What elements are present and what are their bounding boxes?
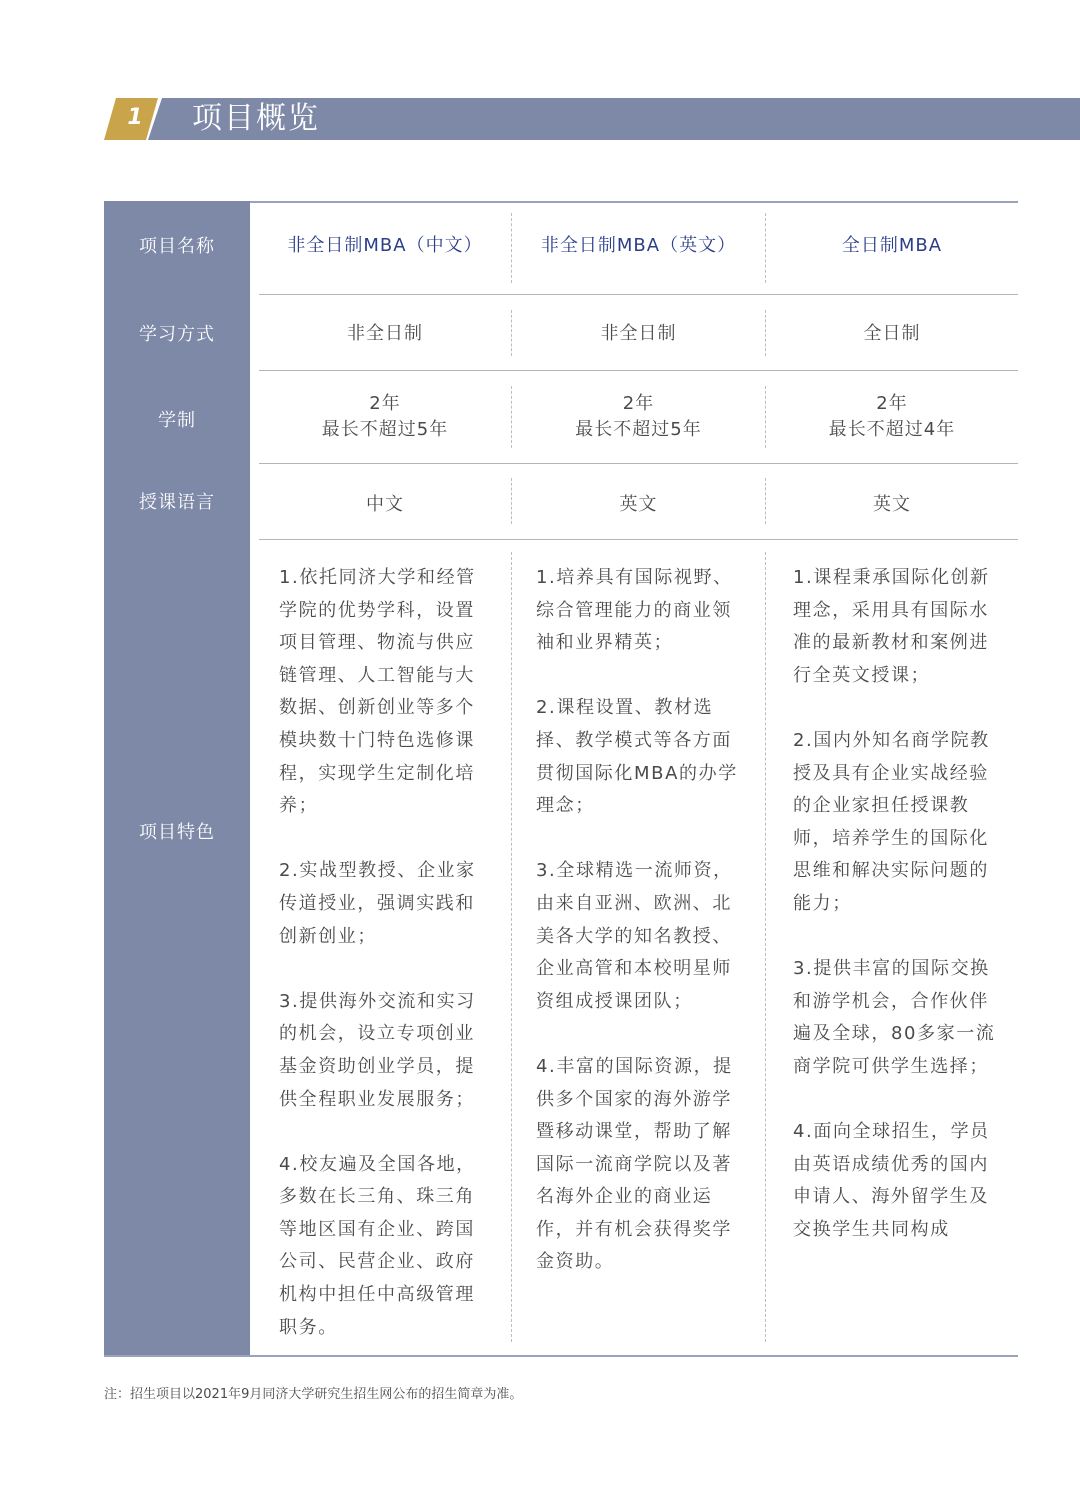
section-title: 项目概览 [192, 101, 320, 136]
feature-item: 2.实战型教授、企业家传道授业，强调实践和创新创业； [279, 860, 476, 947]
study-mode-cell: 全日制 [863, 323, 921, 344]
column-separator [765, 552, 766, 1342]
program-name-cell: 全日制MBA [841, 235, 943, 256]
program-name-cell: 非全日制MBA（英文） [540, 235, 737, 256]
section-number: 1 [127, 105, 143, 130]
duration-years: 2年 [622, 393, 655, 414]
table-bottom-rule [104, 1355, 1018, 1357]
row-label-column [104, 201, 250, 1356]
feature-item: 2.国内外知名商学院教授及具有企业实战经验的企业家担任授课教师，培养学生的国际化思维和解决实际问题的能力； [793, 729, 990, 914]
program-name-cell: 非全日制MBA（中文） [287, 235, 483, 256]
duration-cell [766, 391, 1018, 443]
feature-item: 1.培养具有国际视野、综合管理能力的商业领袖和业界精英； [536, 567, 733, 654]
language-cell: 英文 [619, 494, 658, 515]
section-header-graphic [0, 0, 1080, 160]
table-top-rule [250, 201, 1018, 203]
row-label-name: 项目名称 [139, 236, 215, 257]
row-label-language: 授课语言 [139, 492, 215, 513]
features-cell [793, 562, 1005, 1279]
study-mode-cell: 非全日制 [347, 323, 423, 344]
section-header [0, 0, 1080, 160]
duration-years: 2年 [369, 393, 401, 414]
feature-item: 3.提供丰富的国际交换和游学机会，合作伙伴遍及全球，80多家一流商学院可供学生选择； [793, 958, 996, 1077]
row-divider [259, 294, 1018, 295]
duration-max: 最长不超过4年 [828, 419, 956, 440]
language-cell: 英文 [873, 494, 911, 515]
language-cell: 中文 [366, 494, 404, 515]
feature-item: 1.依托同济大学和经管学院的优势学科，设置项目管理、物流与供应链管理、人工智能与大数据、创新创业等多个模块数十门特色选修课程，实现学生定制化培养； [279, 567, 476, 817]
feature-item: 4.面向全球招生，学员由英语成绩优秀的国内申请人、海外留学生及交换学生共同构成 [793, 1121, 990, 1240]
feature-item: 1.课程秉承国际化创新理念，采用具有国际水准的最新教材和案例进行全英文授课； [793, 567, 990, 686]
feature-item: 3.提供海外交流和实习的机会，设立专项创业基金资助创业学员，提供全程职业发展服务； [279, 990, 476, 1110]
row-divider [259, 539, 1018, 540]
feature-item: 4.校友遍及全国各地，多数在长三角、珠三角等地区国有企业、跨国公司、民营企业、政府机构中担任中高级管理职务。 [279, 1153, 476, 1338]
row-label-features: 项目特色 [139, 822, 215, 843]
duration-years: 2年 [876, 393, 908, 414]
feature-item: 3.全球精选一流师资，由来自亚洲、欧洲、北美各大学的知名教授、企业高管和本校明星师资组成授课团队； [536, 860, 733, 1012]
features-cell [536, 562, 748, 1312]
feature-item: 2.课程设置、教材选择、教学模式等各方面贯彻国际化MBA的办学理念； [536, 697, 738, 817]
row-label-mode: 学习方式 [139, 324, 215, 345]
row-divider [259, 370, 1018, 371]
row-divider [259, 463, 1018, 464]
row-label-duration: 学制 [158, 410, 196, 431]
study-mode-cell: 非全日制 [600, 323, 677, 344]
duration-max: 最长不超过5年 [321, 419, 449, 440]
duration-max: 最长不超过5年 [575, 419, 702, 440]
duration-cell [259, 391, 511, 443]
footnote: 注：招生项目以2021年9月同济大学研究生招生网公布的招生简章为准。 [104, 1387, 523, 1402]
duration-cell [512, 391, 765, 443]
column-separator [511, 552, 512, 1342]
features-cell [279, 562, 491, 1377]
feature-item: 4.丰富的国际资源，提供多个国家的海外游学暨移动课堂，帮助了解国际一流商学院以及著名海外企业的商业运作，并有机会获得奖学金资助。 [536, 1055, 733, 1273]
